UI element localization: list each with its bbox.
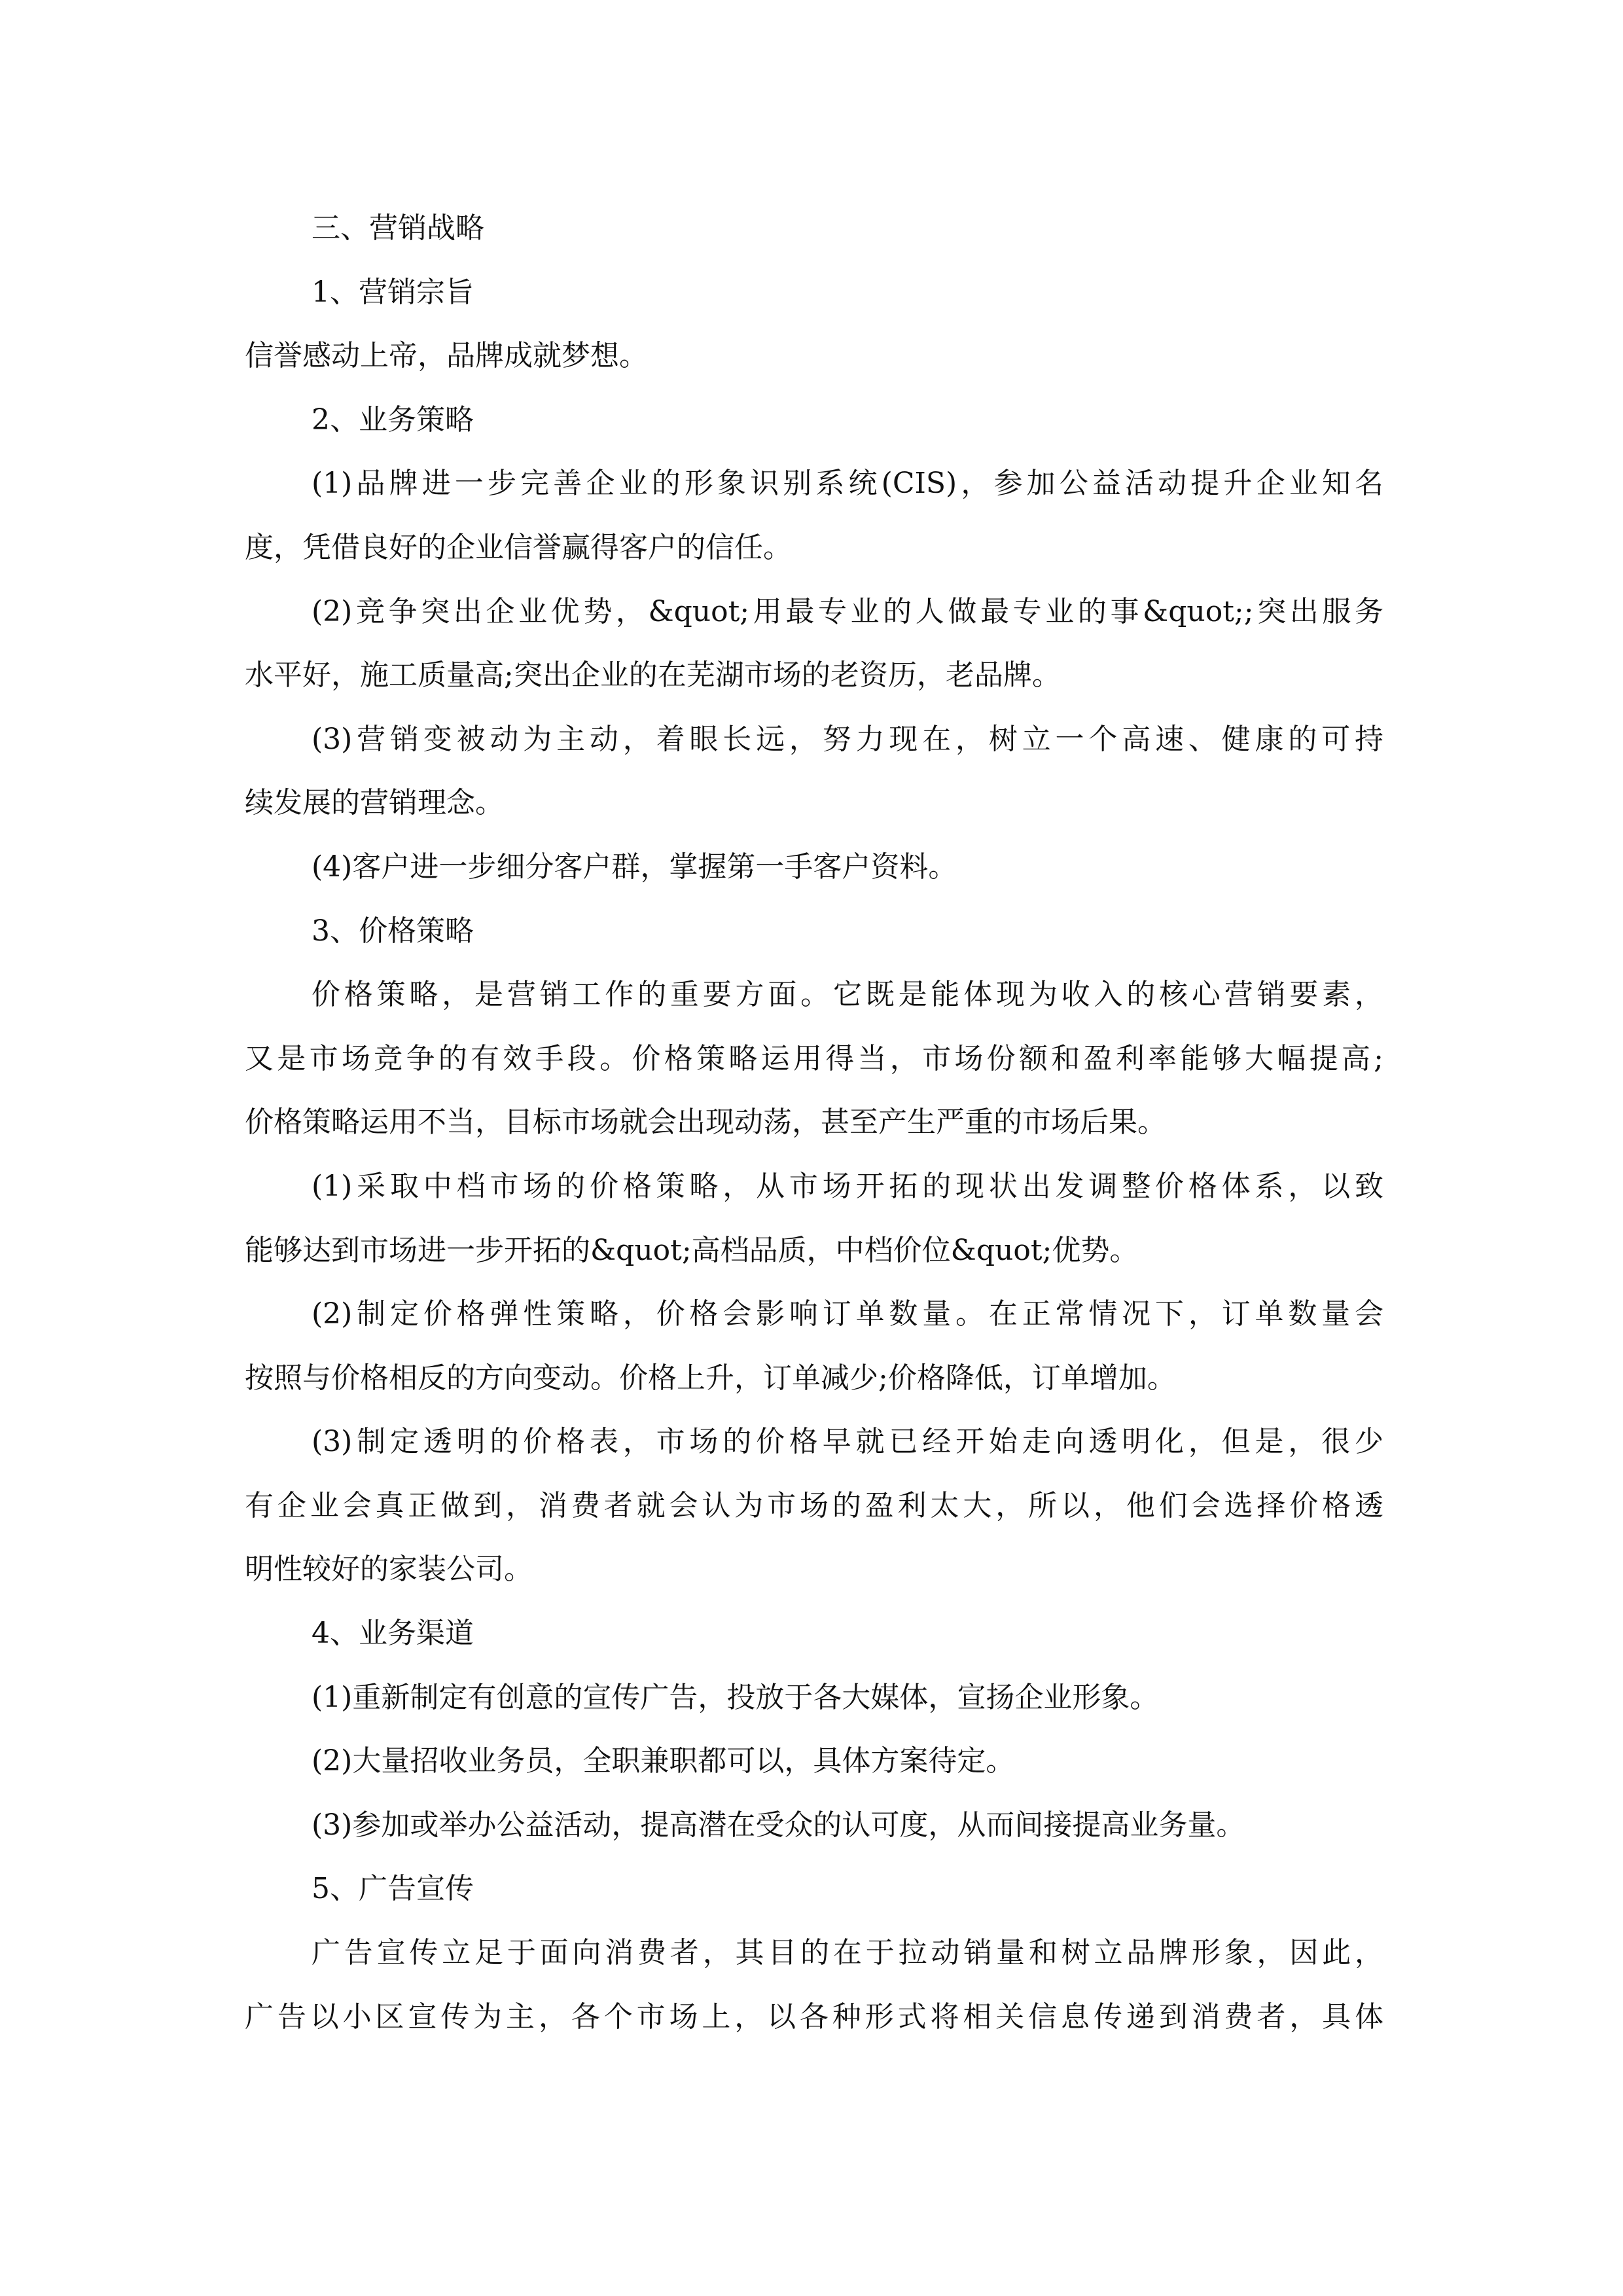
subheading-advertising: 5、广告宣传 [312, 1872, 474, 1906]
paragraph-line: 续发展的营销理念。 [245, 786, 504, 820]
paragraph-line: (4)客户进一步细分客户群，掌握第一手客户资料。 [312, 850, 957, 884]
paragraph-line: 水平好，施工质量高;突出企业的在芜湖市场的老资历，老品牌。 [245, 658, 1061, 692]
paragraph-line: 能够达到市场进一步开拓的&quot;高档品质，中档价位&quot;优势。 [245, 1233, 1139, 1267]
paragraph-line: (1)采取中档市场的价格策略，从市场开拓的现状出发调整价格体系，以致 [312, 1169, 1383, 1203]
paragraph-line: 又是市场竞争的有效手段。价格策略运用得当，市场份额和盈利率能够大幅提高; [245, 1041, 1383, 1075]
paragraph-line: (2)大量招收业务员，全职兼职都可以，具体方案待定。 [312, 1744, 1015, 1778]
paragraph-line: (3)营销变被动为主动，着眼长远，努力现在，树立一个高速、健康的可持 [312, 722, 1383, 756]
paragraph-line: 价格策略，是营销工作的重要方面。它既是能体现为收入的核心营销要素， [312, 978, 1383, 1012]
subheading-business-strategy: 2、业务策略 [312, 403, 474, 437]
subheading-price-strategy: 3、价格策略 [312, 914, 474, 948]
paragraph-line: 明性较好的家装公司。 [245, 1552, 533, 1587]
paragraph-line: (2)制定价格弹性策略，价格会影响订单数量。在正常情况下，订单数量会 [312, 1297, 1383, 1331]
paragraph-line: (2)竞争突出企业优势，&quot;用最专业的人做最专业的事&quot;;突出服务 [312, 594, 1383, 628]
paragraph-line: (3)参加或举办公益活动，提高潜在受众的认可度，从而间接提高业务量。 [312, 1808, 1245, 1842]
paragraph-line: 广告宣传立足于面向消费者，其目的在于拉动销量和树立品牌形象，因此， [312, 1936, 1383, 1970]
paragraph-line: (1)品牌进一步完善企业的形象识别系统(CIS)，参加公益活动提升企业知名 [312, 467, 1383, 501]
paragraph-line: 信誉感动上帝，品牌成就梦想。 [245, 339, 648, 373]
paragraph-line: 度，凭借良好的企业信誉赢得客户的信任。 [245, 530, 792, 564]
subheading-business-channels: 4、业务渠道 [312, 1617, 474, 1651]
paragraph-line: 有企业会真正做到，消费者就会认为市场的盈利太大，所以，他们会选择价格透 [245, 1488, 1383, 1522]
paragraph-line: 按照与价格相反的方向变动。价格上升，订单减少;价格降低，订单增加。 [245, 1361, 1176, 1395]
subheading-marketing-purpose: 1、营销宗旨 [312, 275, 474, 309]
paragraph-line: 广告以小区宣传为主，各个市场上，以各种形式将相关信息传递到消费者，具体 [245, 2000, 1383, 2034]
document-body [245, 196, 1383, 2049]
paragraph-line: (3)制定透明的价格表，市场的价格早就已经开始走向透明化，但是，很少 [312, 1425, 1383, 1459]
paragraph-line: 价格策略运用不当，目标市场就会出现动荡，甚至产生严重的市场后果。 [245, 1105, 1166, 1139]
paragraph-line: (1)重新制定有创意的宣传广告，投放于各大媒体，宣扬企业形象。 [312, 1680, 1159, 1714]
section-heading-marketing-strategy: 三、营销战略 [312, 211, 484, 245]
